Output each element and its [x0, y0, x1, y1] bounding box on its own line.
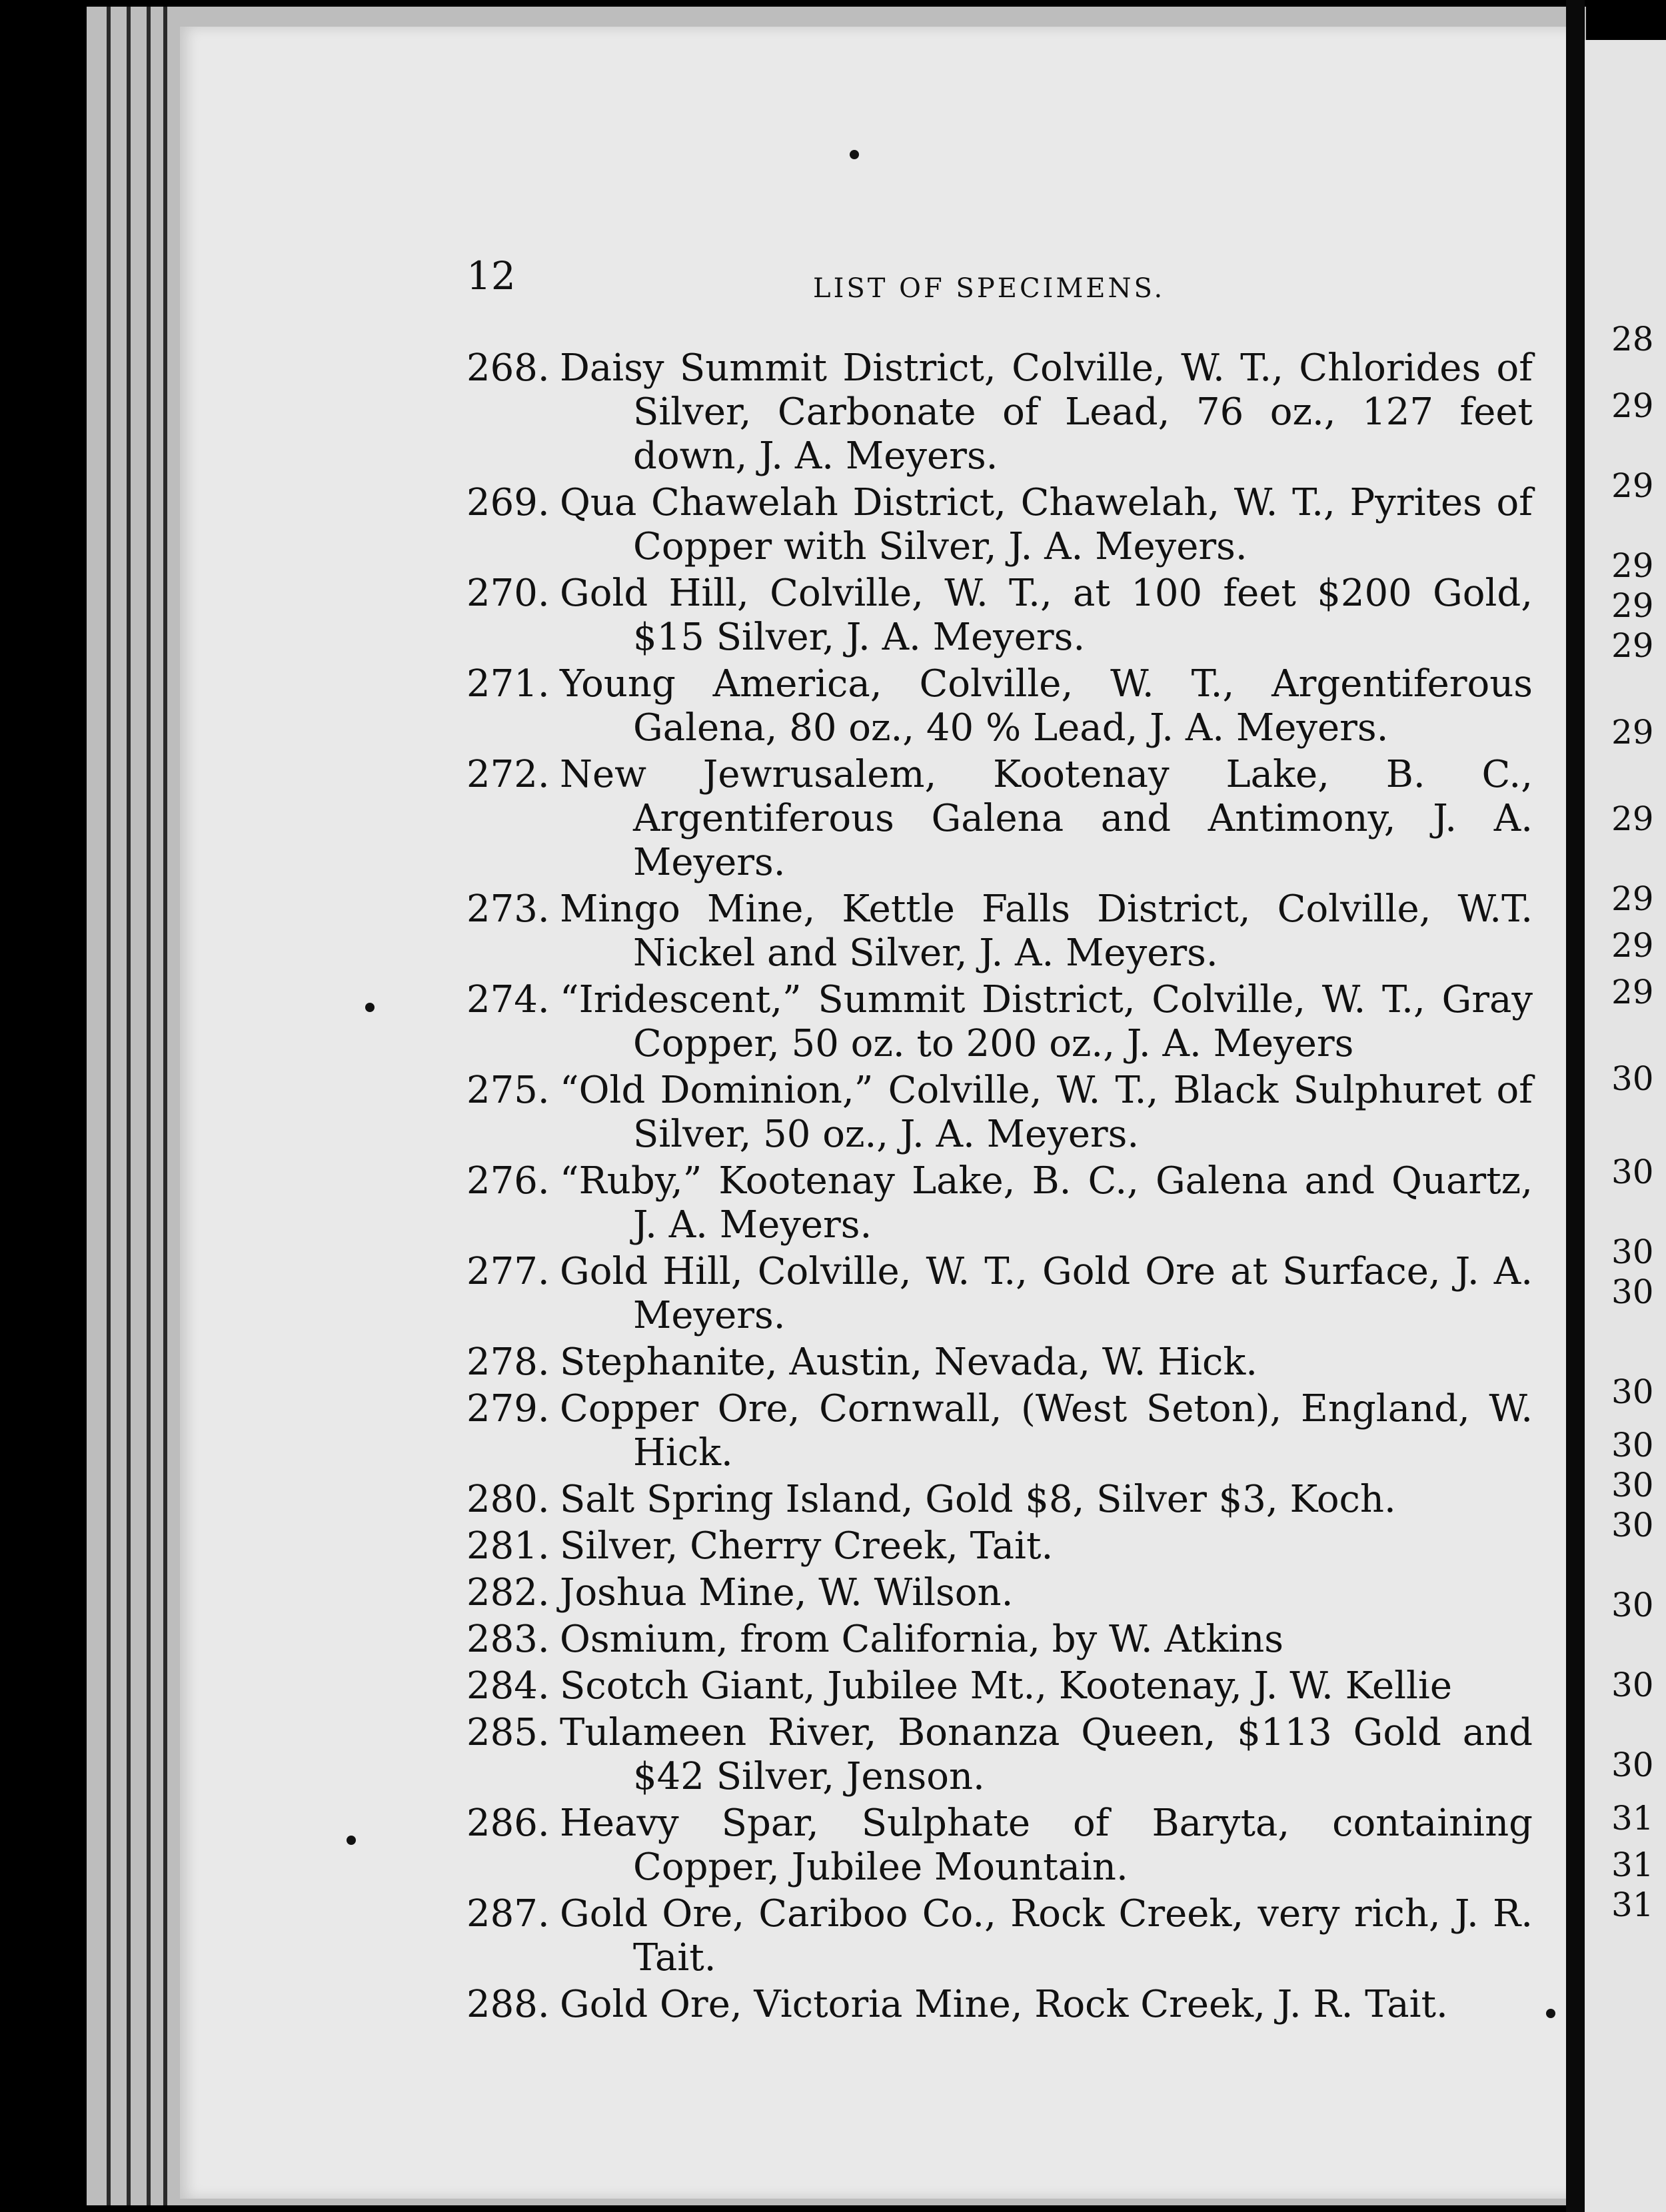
specimen-number: 280.: [466, 1478, 550, 1521]
specimen-entry: [426, 887, 1533, 975]
facing-page-number: 31: [1611, 1886, 1654, 1924]
specimen-entry: [426, 1069, 1533, 1157]
specimen-entry: [426, 1618, 1533, 1662]
facing-page-number: 30: [1611, 1273, 1654, 1311]
specimen-number: 281.: [466, 1524, 550, 1568]
specimen-number: 285.: [466, 1711, 550, 1754]
facing-page: [1585, 40, 1666, 2212]
specimen-description: Silver, Cherry Creek, Tait.: [560, 1524, 1054, 1568]
facing-page-number: 30: [1611, 1666, 1654, 1704]
specimen-entry: [426, 1159, 1533, 1247]
facing-page-number: 29: [1611, 546, 1654, 585]
specimen-description: Joshua Mine, W. Wilson.: [560, 1571, 1014, 1614]
specimen-description: Gold Ore, Cariboo Co., Rock Creek, very rich, J. R. Tait.: [560, 1892, 1533, 1979]
specimen-description: Stephanite, Austin, Nevada, W. Hick.: [560, 1341, 1258, 1384]
page-edge: [107, 7, 111, 2205]
page-edge: [163, 7, 167, 2205]
specimen-number: 283.: [466, 1618, 550, 1661]
facing-page-number: 29: [1611, 973, 1654, 1011]
specimen-entry: [426, 1250, 1533, 1338]
facing-page-number: 29: [1611, 466, 1654, 505]
facing-page-number: 30: [1611, 1373, 1654, 1411]
specimen-number: 282.: [466, 1571, 550, 1614]
specimen-entry: [426, 572, 1533, 660]
specimen-description: Mingo Mine, Kettle Falls District, Colville, W.T. Nickel and Silver, J. A. Meyers.: [560, 887, 1533, 975]
book-gutter: [1566, 0, 1585, 2212]
facing-page-number: 28: [1611, 320, 1654, 358]
specimen-entry: [426, 1387, 1533, 1475]
facing-page-number: 29: [1611, 626, 1654, 665]
specimen-description: Heavy Spar, Sulphate of Baryta, containing Copper, Jubilee Mountain.: [560, 1802, 1533, 1889]
specimen-description: “Old Dominion,” Colville, W. T., Black Sulphuret of Silver, 50 oz., J. A. Meyers.: [560, 1069, 1533, 1156]
facing-page-number: 29: [1611, 800, 1654, 838]
specimen-entry: [426, 1892, 1533, 1980]
specimen-entry: [426, 1664, 1533, 1708]
page-number: 12: [466, 253, 516, 298]
specimen-number: 273.: [466, 887, 550, 931]
specimen-description: Gold Hill, Colville, W. T., at 100 feet $200 Gold, $15 Silver, J. A. Meyers.: [560, 572, 1533, 659]
facing-page-number: 30: [1611, 1233, 1654, 1271]
specimen-number: 284.: [466, 1664, 550, 1708]
facing-page-number: 30: [1611, 1426, 1654, 1464]
running-head: LIST OF SPECIMENS.: [813, 273, 1166, 304]
specimen-number: 272.: [466, 753, 550, 796]
specimen-entry: [426, 346, 1533, 478]
specimen-description: “Ruby,” Kootenay Lake, B. C., Galena and Quartz, J. A. Meyers.: [560, 1159, 1533, 1247]
specimen-entry: [426, 753, 1533, 885]
specimen-number: 286.: [466, 1802, 550, 1845]
facing-page-number: 30: [1611, 1506, 1654, 1544]
specimen-entry: [426, 481, 1533, 569]
specimen-entry: [426, 1711, 1533, 1799]
specimen-description: Qua Chawelah District, Chawelah, W. T., Pyrites of Copper with Silver, J. A. Meyers.: [560, 481, 1533, 568]
specimen-number: 270.: [466, 572, 550, 615]
page-header: [466, 253, 1533, 313]
page-edge: [127, 7, 131, 2205]
specimen-description: Daisy Summit District, Colville, W. T., Chlorides of Silver, Carbonate of Lead, 76 oz., 127 feet down, J. A. Meyers.: [560, 346, 1533, 478]
specimen-description: Gold Ore, Victoria Mine, Rock Creek, J. R. Tait.: [560, 1983, 1448, 2026]
facing-page-number: 29: [1611, 713, 1654, 752]
specimen-entry: [426, 662, 1533, 750]
specimen-number: 279.: [466, 1387, 550, 1430]
specimen-list: [426, 346, 1533, 2029]
specimen-entry: [426, 1571, 1533, 1615]
facing-page-number: 29: [1611, 386, 1654, 425]
facing-page-number: 29: [1611, 926, 1654, 965]
ink-speck: [850, 150, 859, 159]
specimen-number: 274.: [466, 978, 550, 1021]
specimen-number: 276.: [466, 1159, 550, 1203]
specimen-description: Salt Spring Island, Gold $8, Silver $3, Koch.: [560, 1478, 1396, 1521]
ink-speck: [347, 1836, 356, 1845]
specimen-number: 288.: [466, 1983, 550, 2026]
specimen-number: 269.: [466, 481, 550, 524]
specimen-entry: [426, 1524, 1533, 1568]
specimen-description: Gold Hill, Colville, W. T., Gold Ore at Surface, J. A. Meyers.: [560, 1250, 1533, 1337]
specimen-entry: [426, 1983, 1533, 2027]
specimen-description: Osmium, from California, by W. Atkins: [560, 1618, 1284, 1661]
specimen-description: New Jewrusalem, Kootenay Lake, B. C., Argentiferous Galena and Antimony, J. A. Meyers.: [560, 753, 1533, 884]
specimen-description: Scotch Giant, Jubilee Mt., Kootenay, J. W. Kellie: [560, 1664, 1452, 1708]
facing-page-number: 29: [1611, 879, 1654, 918]
facing-page-number: 31: [1611, 1846, 1654, 1884]
specimen-entry: [426, 1341, 1533, 1384]
specimen-entry: [426, 1478, 1533, 1522]
facing-page-number: 30: [1611, 1059, 1654, 1098]
facing-page-number: 31: [1611, 1799, 1654, 1838]
specimen-number: 277.: [466, 1250, 550, 1293]
specimen-description: Copper Ore, Cornwall, (West Seton), England, W. Hick.: [560, 1387, 1533, 1474]
specimen-number: 287.: [466, 1892, 550, 1936]
specimen-number: 271.: [466, 662, 550, 706]
facing-page-number: 30: [1611, 1466, 1654, 1504]
specimen-description: Tulameen River, Bonanza Queen, $113 Gold and $42 Silver, Jenson.: [560, 1711, 1533, 1798]
facing-page-number: 30: [1611, 1153, 1654, 1191]
specimen-entry: [426, 978, 1533, 1066]
facing-page-number: 30: [1611, 1746, 1654, 1784]
specimen-number: 275.: [466, 1069, 550, 1112]
ink-speck: [1546, 2009, 1555, 2018]
specimen-description: Young America, Colville, W. T., Argentiferous Galena, 80 oz., 40 % Lead, J. A. Meyers.: [560, 662, 1533, 750]
page-edge: [147, 7, 151, 2205]
facing-page-number: 30: [1611, 1586, 1654, 1624]
specimen-number: 278.: [466, 1341, 550, 1384]
specimen-description: “Iridescent,” Summit District, Colville, W. T., Gray Copper, 50 oz. to 200 oz., J. A. Meyers: [560, 978, 1533, 1065]
specimen-entry: [426, 1802, 1533, 1890]
ink-speck: [365, 1003, 375, 1012]
facing-page-number: 29: [1611, 586, 1654, 625]
specimen-number: 268.: [466, 346, 550, 390]
